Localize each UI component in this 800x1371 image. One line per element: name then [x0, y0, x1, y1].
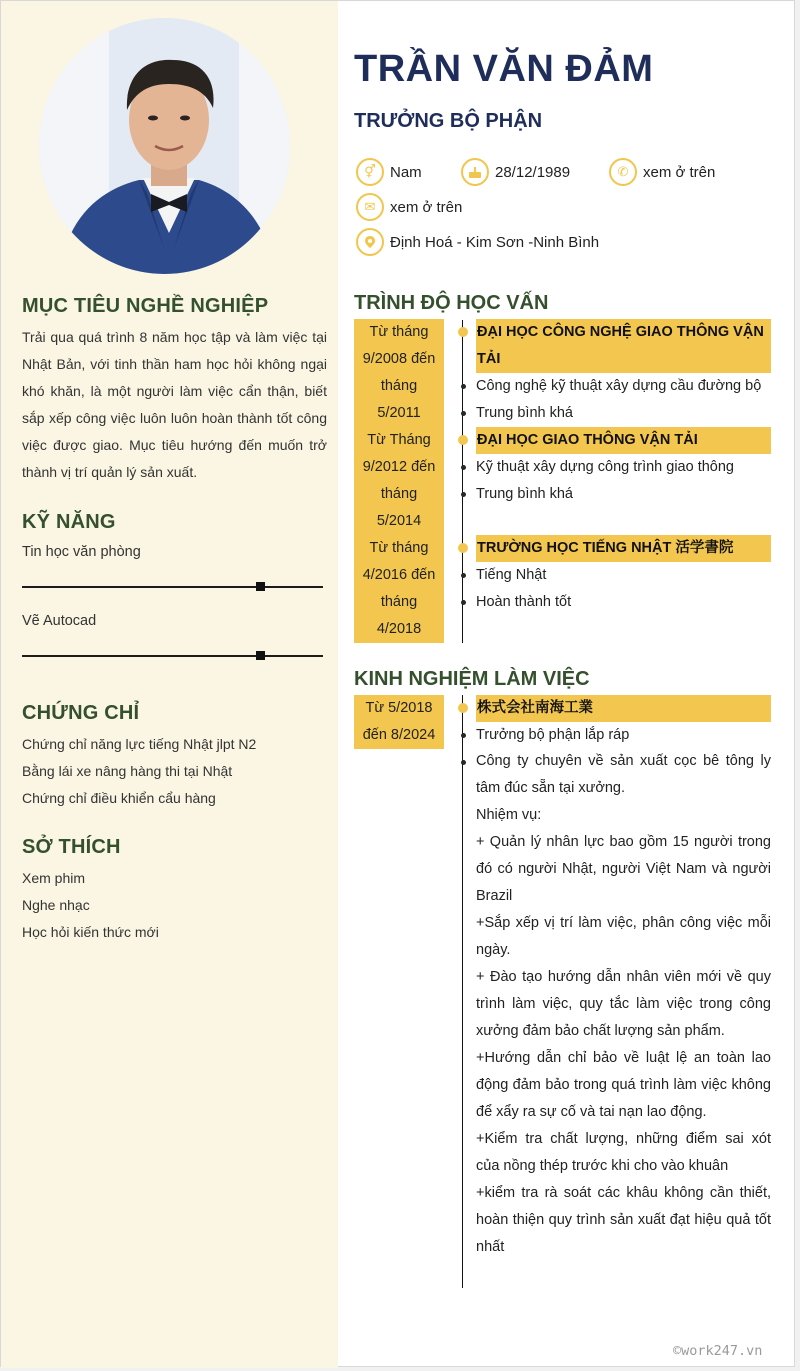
description-line: +Hướng dẫn chỉ bảo về luật lệ an toàn lao động đảm bảo trong quá trình làm việc không để xẩy ra sự cố và tai nạn lao động.: [476, 1050, 771, 1120]
info-email: [356, 193, 462, 221]
experience-description: [476, 748, 771, 1261]
date-line: tháng: [380, 378, 418, 394]
email-value: xem ở trên: [390, 198, 463, 216]
certificate-item: Chứng chỉ năng lực tiếng Nhật jlpt N2: [22, 736, 257, 752]
education-detail: Công nghệ kỹ thuật xây dựng cầu đường bộ: [476, 378, 762, 394]
timeline-bullet: [461, 733, 466, 738]
timeline-dot: [458, 435, 468, 445]
skill-level-marker: [256, 651, 265, 660]
description-line: + Quản lý nhân lực bao gồm 15 người trong đó có người Nhật, người Việt Nam và người Brazil: [476, 834, 771, 904]
date-line: 9/2012 đến: [362, 459, 436, 475]
education-detail: Kỹ thuật xây dựng công trình giao thông: [476, 459, 734, 475]
experience-timeline-line: [462, 695, 463, 1288]
timeline-bullet: [461, 465, 466, 470]
date-line: 5/2011: [377, 405, 421, 421]
objective-text: Trải qua quá trình 8 năm học tập và làm việc tại Nhật Bản, với tinh thần ham học hỏi không ngại khó khăn, là một người làm việc cẩn thận, biết sắp xếp công việc luôn luôn hoàn thành tốt công việc được giao. Mục tiêu hướng đến muốn trở thành vị trí quản lý sản xuất.: [22, 329, 327, 480]
experience-date-box: [354, 695, 444, 749]
date-line: Từ tháng: [369, 540, 429, 556]
description-line: + Đào tạo hướng dẫn nhân viên mới về quy trình làm việc, quy tắc làm việc trong công xưởng đảm bảo chất lượng sản phẩm.: [476, 969, 771, 1039]
birthday-value: 28/12/1989: [495, 163, 571, 181]
education-title: TRÌNH ĐỘ HỌC VẤN: [354, 292, 549, 314]
timeline-dot: [458, 543, 468, 553]
skill-name: Vẽ Autocad: [22, 613, 97, 629]
timeline-bullet: [461, 384, 466, 389]
description-line: +kiểm tra rà soát các khâu không cần thiết, hoàn thiện quy trình sản xuất đạt hiệu quả tốt nhất: [476, 1185, 771, 1255]
objective-title: MỤC TIÊU NGHỀ NGHIỆP: [22, 295, 269, 317]
date-line: 9/2008 đến: [362, 351, 436, 367]
info-gender: [356, 158, 422, 186]
date-line: Từ tháng: [369, 324, 429, 340]
gender-icon: ⚥: [356, 158, 384, 186]
date-line: tháng: [380, 486, 418, 502]
description-line: Nhiệm vụ:: [476, 807, 542, 823]
education-date-box: [354, 427, 444, 535]
hobby-item: Nghe nhạc: [22, 897, 90, 913]
mail-icon: ✉: [356, 193, 384, 221]
info-address: [356, 228, 599, 256]
experience-company: 株式会社南海工業: [476, 695, 771, 722]
certificate-item: Chứng chỉ điều khiển cẩu hàng: [22, 790, 216, 806]
timeline-bullet: [461, 492, 466, 497]
date-line: đến 8/2024: [362, 727, 436, 743]
timeline-dot: [458, 703, 468, 713]
description-line: Công ty chuyên về sản xuất cọc bê tông ly tâm đúc sẵn tại xưởng.: [476, 753, 771, 796]
skill-bar: [22, 586, 323, 588]
education-detail: Trung bình khá: [476, 486, 573, 502]
timeline-bullet: [461, 600, 466, 605]
skills-title: KỸ NĂNG: [22, 511, 116, 533]
phone-value: xem ở trên: [643, 163, 716, 181]
certificates-title: CHỨNG CHỈ: [22, 702, 140, 724]
profile-photo: [39, 18, 290, 274]
timeline-dot: [458, 327, 468, 337]
address-value: Định Hoá - Kim Sơn -Ninh Bình: [390, 233, 600, 251]
date-line: 5/2014: [376, 513, 422, 529]
timeline-bullet: [461, 411, 466, 416]
skill-bar: [22, 655, 323, 657]
education-school: ĐẠI HỌC GIAO THÔNG VẬN TẢI: [476, 427, 771, 454]
description-line: +Sắp xếp vị trí làm việc, phân công việc mỗi ngày.: [476, 915, 771, 958]
hobby-item: Học hỏi kiến thức mới: [22, 924, 159, 940]
sidebar: [1, 1, 338, 1368]
education-date-box: [354, 319, 444, 427]
experience-title: KINH NGHIỆM LÀM VIỆC: [354, 668, 590, 690]
experience-role: Trưởng bộ phận lắp ráp: [476, 727, 630, 743]
gender-value: Nam: [390, 163, 422, 181]
date-line: 4/2018: [376, 621, 422, 637]
watermark: ©work247.vn: [673, 1343, 763, 1359]
hobby-item: Xem phim: [22, 870, 86, 886]
education-detail: Trung bình khá: [476, 405, 573, 421]
info-birthday: [461, 158, 570, 186]
education-school: ĐẠI HỌC CÔNG NGHỆ GIAO THÔNG VẬN TẢI: [476, 319, 771, 373]
map-icon: [356, 228, 384, 256]
description-line: +Kiểm tra chất lượng, những điểm sai xót của nồng thép trước khi cho vào khuân: [476, 1131, 771, 1174]
education-school: TRƯỜNG HỌC TIẾNG NHẬT 活学書院: [476, 535, 771, 562]
phone-icon: ✆: [609, 158, 637, 186]
education-timeline-line: [462, 320, 463, 643]
skill-level-marker: [256, 582, 265, 591]
date-line: Từ Tháng: [367, 432, 431, 448]
candidate-name: TRẦN VĂN ĐẢM: [354, 48, 654, 90]
date-line: Từ 5/2018: [365, 700, 433, 716]
skill-name: Tin học văn phòng: [22, 544, 141, 560]
certificate-item: Bằng lái xe nâng hàng thi tại Nhật: [22, 763, 233, 779]
info-phone: [609, 158, 715, 186]
education-detail: Hoàn thành tốt: [476, 594, 572, 610]
hobbies-title: SỞ THÍCH: [22, 836, 121, 858]
date-line: 4/2016 đến: [362, 567, 436, 583]
education-date-box: [354, 535, 444, 643]
candidate-position: TRƯỞNG BỘ PHẬN: [354, 110, 543, 132]
timeline-bullet: [461, 573, 466, 578]
education-detail: Tiếng Nhật: [476, 567, 547, 583]
date-line: tháng: [380, 594, 418, 610]
timeline-bullet: [461, 760, 466, 765]
cake-icon: [461, 158, 489, 186]
